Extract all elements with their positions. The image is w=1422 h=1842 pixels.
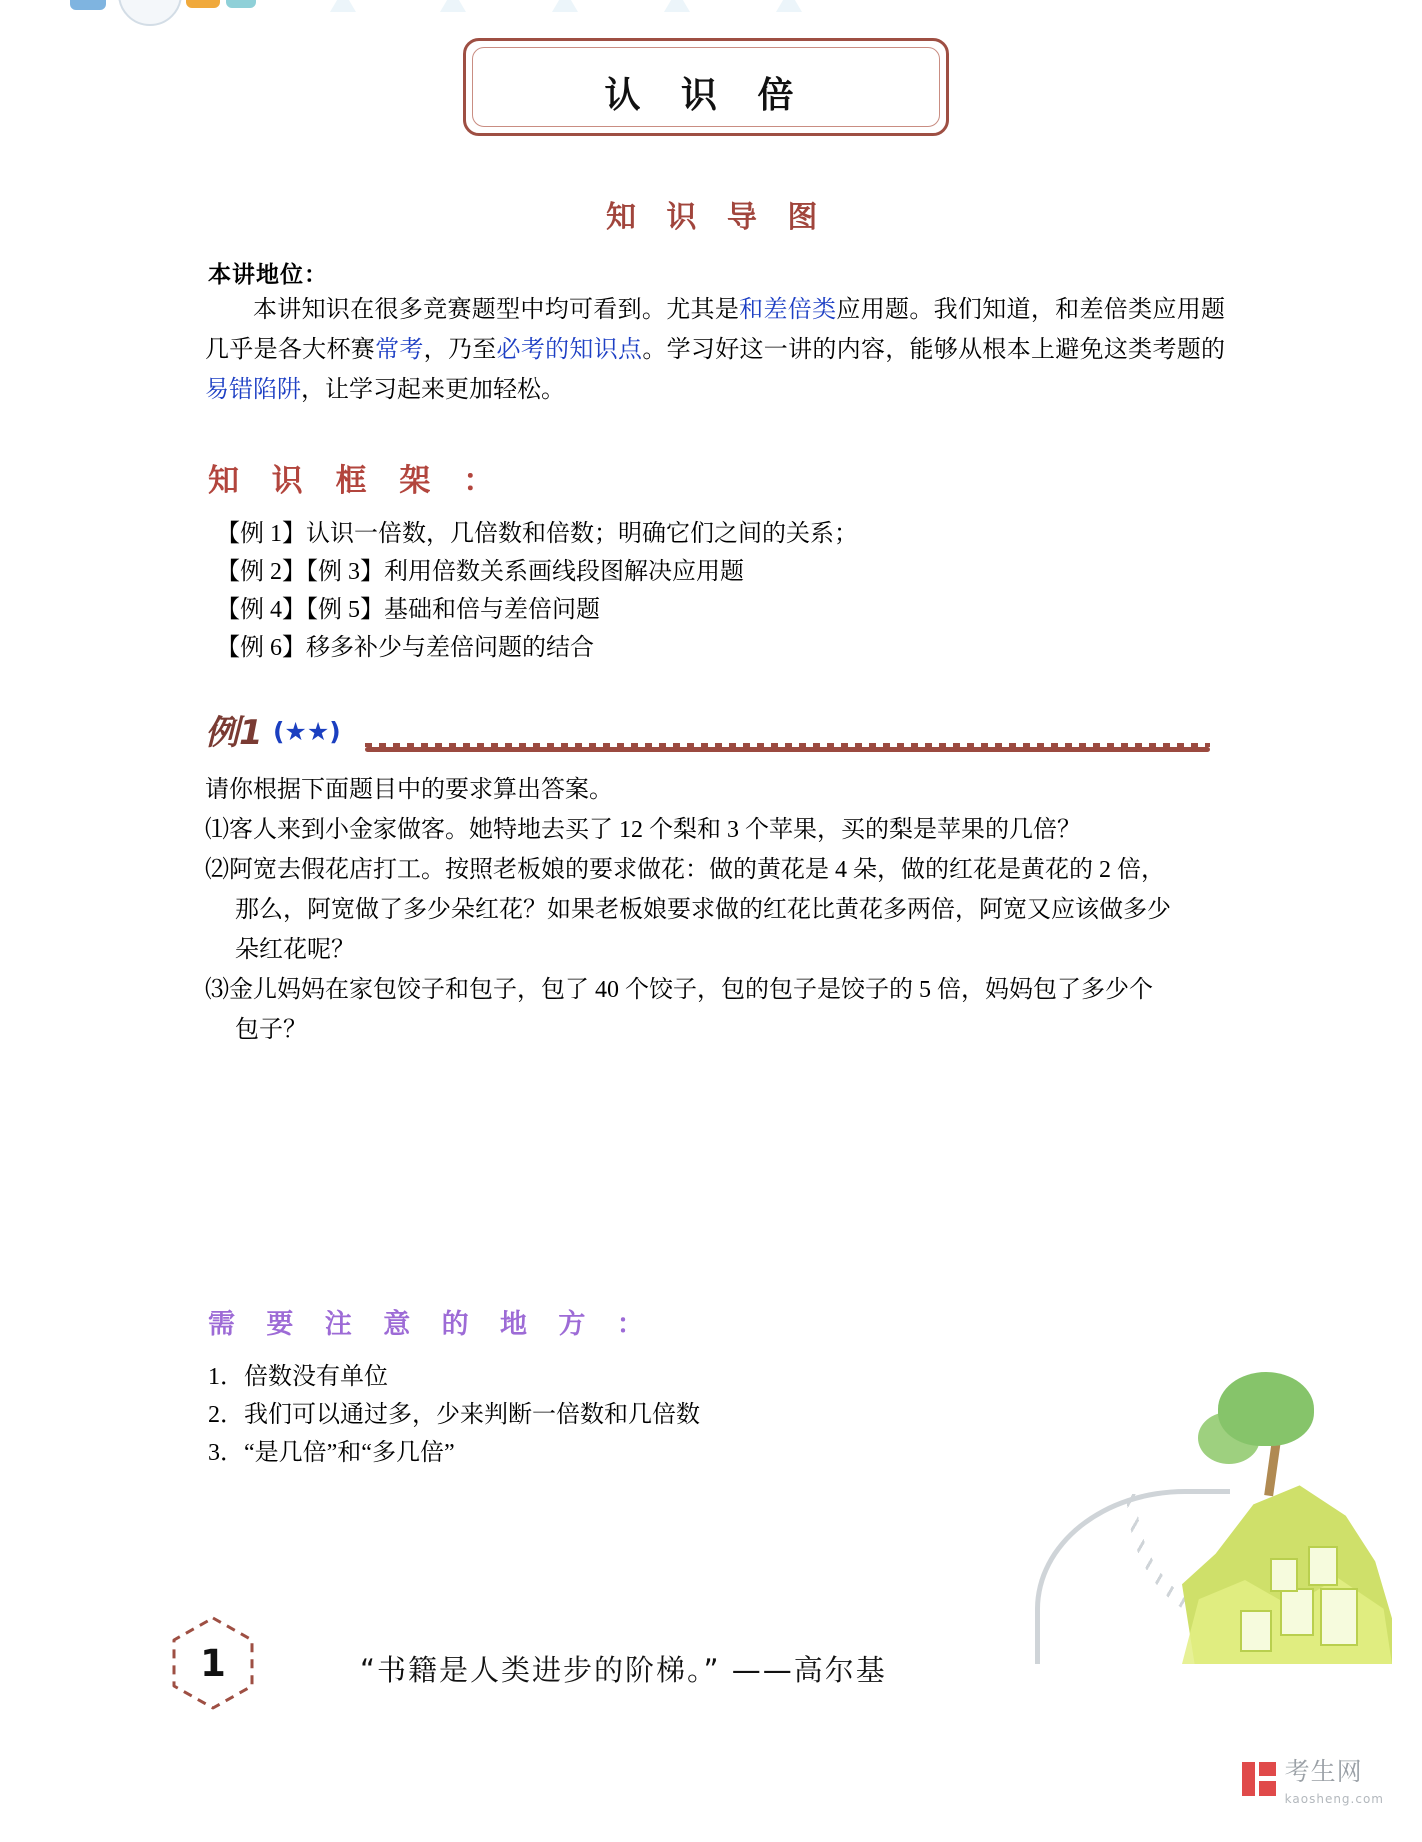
lead-text-3: ，乃至 [423, 337, 497, 363]
building-icon [1308, 1546, 1338, 1586]
building-icon [1280, 1588, 1314, 1636]
building-icon [1320, 1588, 1358, 1646]
lead-text-2: 应用题。我们知道，和差倍类应用题几乎是各大杯赛 [205, 297, 1226, 363]
example-header [205, 705, 1235, 757]
lead-text-4: 。学习好这一讲的内容，能够从根本上避免这类考题的 [642, 337, 1226, 363]
page-title: 认 识 倍 [604, 75, 808, 116]
question-3-line-2: 包子？ [235, 1017, 307, 1043]
list-item: 【例 4】【例 5】基础和倍与差倍问题 [216, 597, 600, 623]
lead-highlight-3: 必考的知识点 [496, 337, 643, 363]
kid-blue-icon [70, 0, 106, 10]
example-body [205, 770, 1230, 1050]
framework-list [216, 515, 1226, 667]
lead-text-5: ，让学习起来更加轻松。 [301, 377, 565, 403]
decoration-top-row [330, 0, 930, 16]
lead-text-1: 本讲知识在很多竞赛题型中均可看到。尤其是 [253, 297, 740, 323]
building-icon [1240, 1610, 1272, 1652]
tree-crown-icon [1218, 1372, 1314, 1446]
lead-highlight-4: 易错陷阱 [205, 377, 301, 403]
lead-label: 本讲地位： [208, 262, 328, 287]
list-item: 1．倍数没有单位 [208, 1364, 388, 1390]
watermark-name: 考生网 [1284, 1757, 1363, 1786]
decoration-city-hill [1110, 1354, 1410, 1664]
lead-highlight-2: 常考 [375, 337, 424, 363]
notice-list [208, 1358, 1108, 1472]
question-2-line-1: ⑵阿宽去假花店打工。按照老板娘的要求做花：做的黄花是 4 朵，做的红花是黄花的 2 倍， [205, 857, 1165, 883]
example-prompt: 请你根据下面题目中的要求算出答案。 [205, 777, 613, 803]
question-2-line-2: 那么，阿宽做了多少朵红花？如果老板娘要求做的红花比黄花多两倍，阿宽又应该做多少 [235, 897, 1171, 923]
watermark-domain: kaosheng.com [1284, 1792, 1384, 1806]
building-icon [1270, 1558, 1298, 1592]
heading-notice: 需 要 注 意 的 地 方 ： [208, 1309, 655, 1340]
decoration-kids-snowman [40, 0, 270, 46]
watermark-logo-icon [1242, 1762, 1276, 1796]
lead-highlight-1: 和差倍类 [739, 297, 837, 323]
lead-paragraph [205, 290, 1225, 410]
list-item: 【例 6】移多补少与差倍问题的结合 [216, 635, 594, 661]
watermark [1242, 1752, 1384, 1806]
heading-mindmap: 知 识 导 图 [606, 200, 828, 235]
list-item: 3．“是几倍”和“多几倍” [208, 1440, 455, 1466]
question-3-line-1: ⑶金儿妈妈在家包饺子和包子，包了 40 个饺子，包的包子是饺子的 5 倍，妈妈包了多少个 [205, 977, 1153, 1003]
list-item: 2．我们可以通过多，少来判断一倍数和几倍数 [208, 1402, 700, 1428]
question-2-line-3: 朵红花呢？ [235, 937, 355, 963]
heading-framework: 知 识 框 架 ： [208, 463, 506, 499]
list-item: 【例 2】【例 3】利用倍数关系画线段图解决应用题 [216, 559, 744, 585]
example-difficulty-stars: (★★) [273, 717, 341, 746]
list-item: 【例 1】认识一倍数，几倍数和倍数；明确它们之间的关系； [216, 521, 858, 547]
document-title-box [463, 38, 949, 136]
snowball-icon [118, 0, 182, 26]
page-number-badge [170, 1615, 256, 1711]
kid-orange-icon [186, 0, 220, 8]
page-number: 1 [200, 1641, 226, 1685]
question-1: ⑴客人来到小金家做客。她特地去买了 12 个梨和 3 个苹果，买的梨是苹果的几倍？ [205, 817, 1081, 843]
kid-teal-icon [226, 0, 256, 8]
example-divider [365, 747, 1210, 752]
example-badge: 例1 [205, 713, 263, 753]
footer-quote: “书籍是人类进步的阶梯。” ——高尔基 [360, 1653, 887, 1687]
